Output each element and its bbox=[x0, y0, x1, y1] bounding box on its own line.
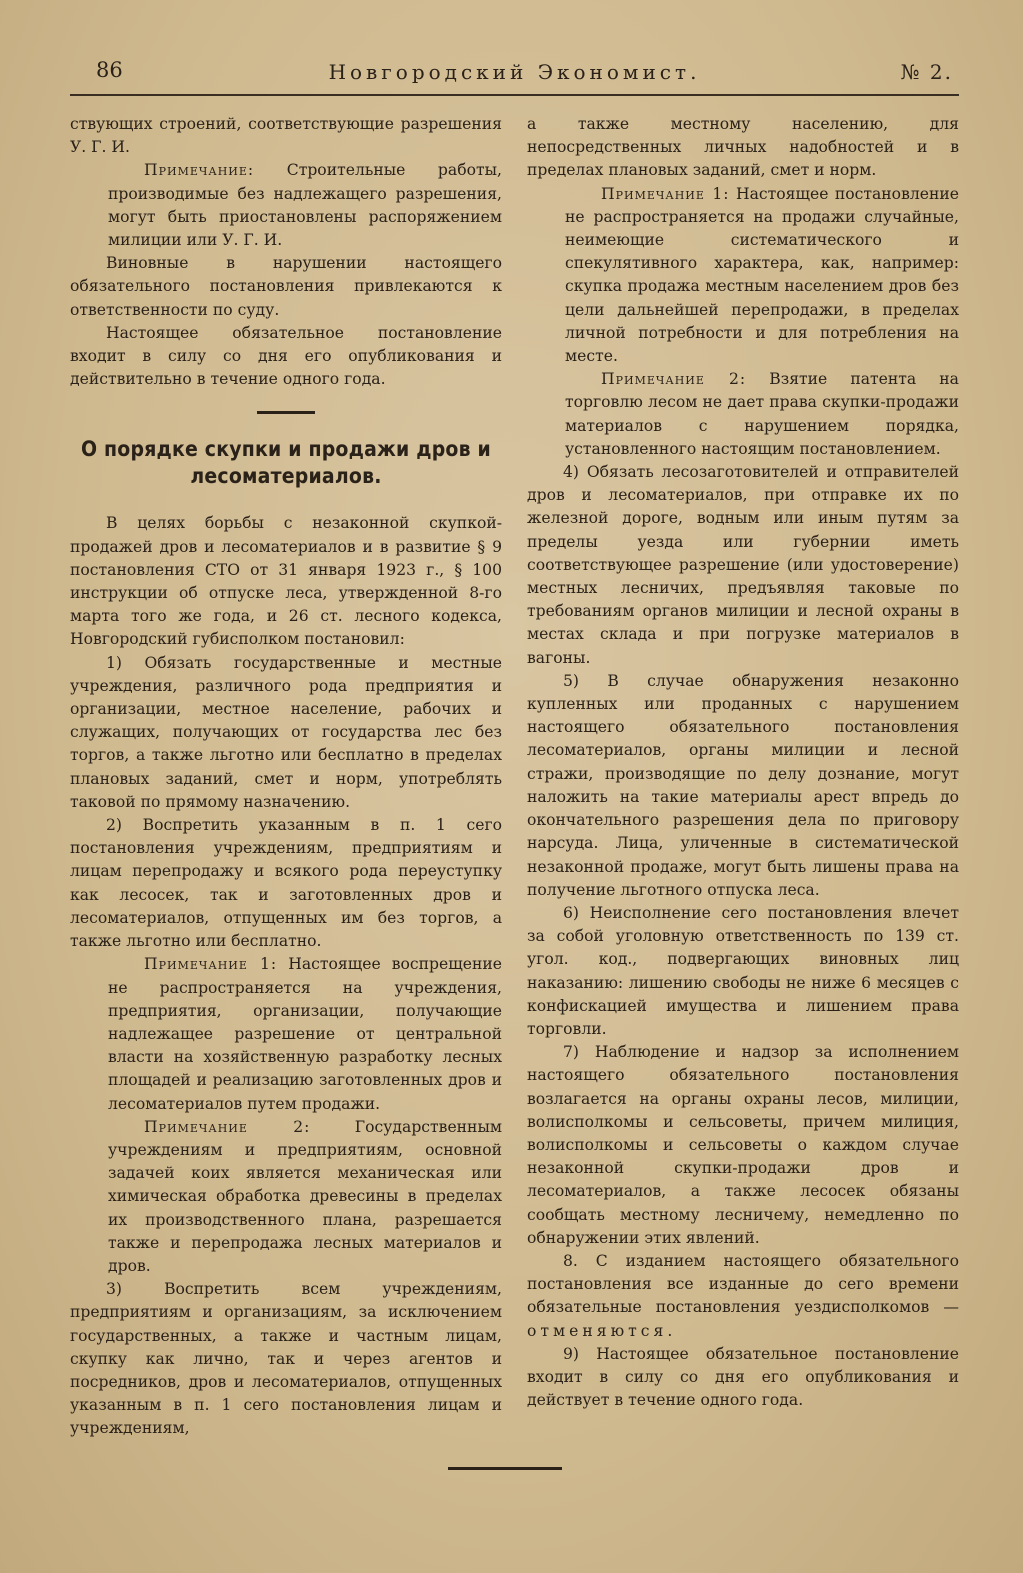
article-heading: О порядке скупки и продажи дров и лесоматериалов. bbox=[81, 437, 491, 489]
issue-number: № 2. bbox=[900, 60, 953, 84]
item-text-spaced: отменяются. bbox=[527, 1321, 677, 1340]
note bbox=[565, 183, 959, 369]
note bbox=[108, 953, 502, 1115]
paragraph: В целях борьбы с незаконной скупкой-продажей дров и лесоматериалов и в развитие § 9 постановления СТО от 31 января 1923 г., § 100 инструкции об отпуске леса, утвержденной 8-го марта того же года, и 26 ст. лесного кодекса, Новгородский губисполком постановил: bbox=[70, 514, 502, 649]
paragraph: Настоящее обязательное постановление входит в силу со дня его опубликования и действительно в течение одного года. bbox=[70, 323, 502, 389]
note-label: Примечание 2: bbox=[144, 1117, 311, 1136]
list-item: 6) Неисполнение сего постановления влечет за собой уголовную ответственность по 139 ст. угол. код., подвергающих виновных лиц наказанию: лишению свободы не ниже 6 месяцев с конфискацией имущества и лишением права торговли. bbox=[527, 903, 959, 1038]
note-text: Настоящее воспрещение не распространяется на учреждения, предприятия, организации, получающие надлежащее разрешение от центральной власти на хозяйственную разработку лесных площадей и реализацию заготовленных дров и лесоматериалов путем продажи. bbox=[108, 955, 502, 1113]
item-text: 8. С изданием настоящего обязательного постановления все изданные до сего времени обязательные постановления уездисполкомов — bbox=[527, 1251, 959, 1317]
list-item: 4) Обязать лесозаготовителей и отправителей дров и лесоматериалов, при отправке их по железной дороге, водным или иным путям за пределы уезда или губернии иметь соответствующее разрешение (или удостоверение) местных лесничих, предъявляя таковые по требованиям органов милиции и лесной охраны в местах склада и при погрузке материалов в вагоны. bbox=[527, 463, 959, 667]
note-label: Примечание 1: bbox=[601, 184, 730, 203]
note-text: Строительные работы, производимые без надлежащего разрешения, могут быть приостановлены распоряжением милиции или У. Г. И. bbox=[108, 161, 502, 250]
paragraph: а также местному населению, для непосредственных личных надобностей и в пределах плановых заданий, смет и норм. bbox=[527, 115, 959, 180]
list-item: 2) Воспретить указанным в п. 1 сего постановления учреждениям, предприятиям и лицам перепродажу и всякого рода переуступку как лесосек, так и заготовленных дров и лесоматериалов, отпущенных им без торгов, а также льготно или бесплатно. bbox=[70, 816, 502, 951]
list-item: 1) Обязать государственные и местные учреждения, различного рода предприятия и организации, местное население, рабочих и служащих, получающих от государства лес без торгов, а также льготно или бесплатно в пределах плановых заданий, смет и норм, употреблять таковой по прямому назначению. bbox=[70, 653, 502, 811]
list-item: 5) В случае обнаружения незаконно купленных или проданных с нарушением настоящего обязательного постановления лесоматериалов, органы милиции и лесной стражи, производящие по делу дознание, могут наложить на такие материалы арест впредь до окончательного разрешения дела по приговору нарсуда. Лица, уличенные в систематической незаконной продаже, могут быть лишены права на получение льготного отпуска леса. bbox=[527, 671, 959, 899]
section-divider bbox=[257, 411, 315, 414]
page-header bbox=[70, 58, 959, 96]
note bbox=[565, 368, 959, 461]
note bbox=[108, 1116, 502, 1278]
right-column bbox=[527, 113, 959, 1412]
note-text: Государственным учреждениям и предприятиям, основной задачей коих является механическая или химическая обработка древесины в пределах их производственного плана, разрешается также и перепродажа лесных материалов и дров. bbox=[108, 1117, 502, 1275]
page-number: 86 bbox=[96, 58, 123, 82]
note-label: Примечание 2: bbox=[601, 370, 747, 389]
end-divider bbox=[448, 1467, 562, 1470]
note-label: Примечание 1: bbox=[144, 955, 278, 974]
note bbox=[108, 159, 502, 252]
note-label: Примечание: bbox=[144, 161, 255, 180]
note-text: Взятие патента на торговлю лесом не дает права скупки-продажи материалов с нарушением порядка, установленного настоящим постановлением. bbox=[565, 370, 959, 458]
list-item bbox=[527, 1250, 959, 1343]
left-column bbox=[70, 113, 502, 1441]
list-item: 3) Воспретить всем учреждениям, предприятиям и организациям, за исключением государственных, а также и частным лицам, скупку как лично, так и через агентов и посредников, дров и лесоматериалов, отпущенных указанным в п. 1 сего постановления лицам и учреждениям, bbox=[70, 1280, 502, 1438]
list-item: 9) Настоящее обязательное постановление входит в силу со дня его опубликования и действует в течение одного года. bbox=[527, 1344, 959, 1410]
note-text: Настоящее постановление не распространяется на продажи случайные, неимеющие систематического и спекулятивного характера, как, например: скупка продажа местным населением дров без цели дальнейшей перепродажи, в пределах личной потребности и для потребления на месте. bbox=[565, 184, 959, 366]
paragraph: ствующих строений, соответствующие разрешения У. Г. И. bbox=[70, 115, 502, 157]
list-item: 7) Наблюдение и надзор за исполнением настоящего обязательного постановления возлагается на органы охраны лесов, милиции, волисполкомы и сельсоветы, причем милиция, волисполкомы и сельсоветы о каждом случае незаконной скупки-продажи дров и лесоматериалов, а также лесосек обязаны сообщать местному лесничему, немедленно по обнаружении этих явлений. bbox=[527, 1043, 959, 1247]
journal-title: Новгородский Экономист. bbox=[328, 60, 701, 84]
paragraph: Виновные в нарушении настоящего обязательного постановления привлекаются к ответственности по суду. bbox=[70, 254, 502, 319]
